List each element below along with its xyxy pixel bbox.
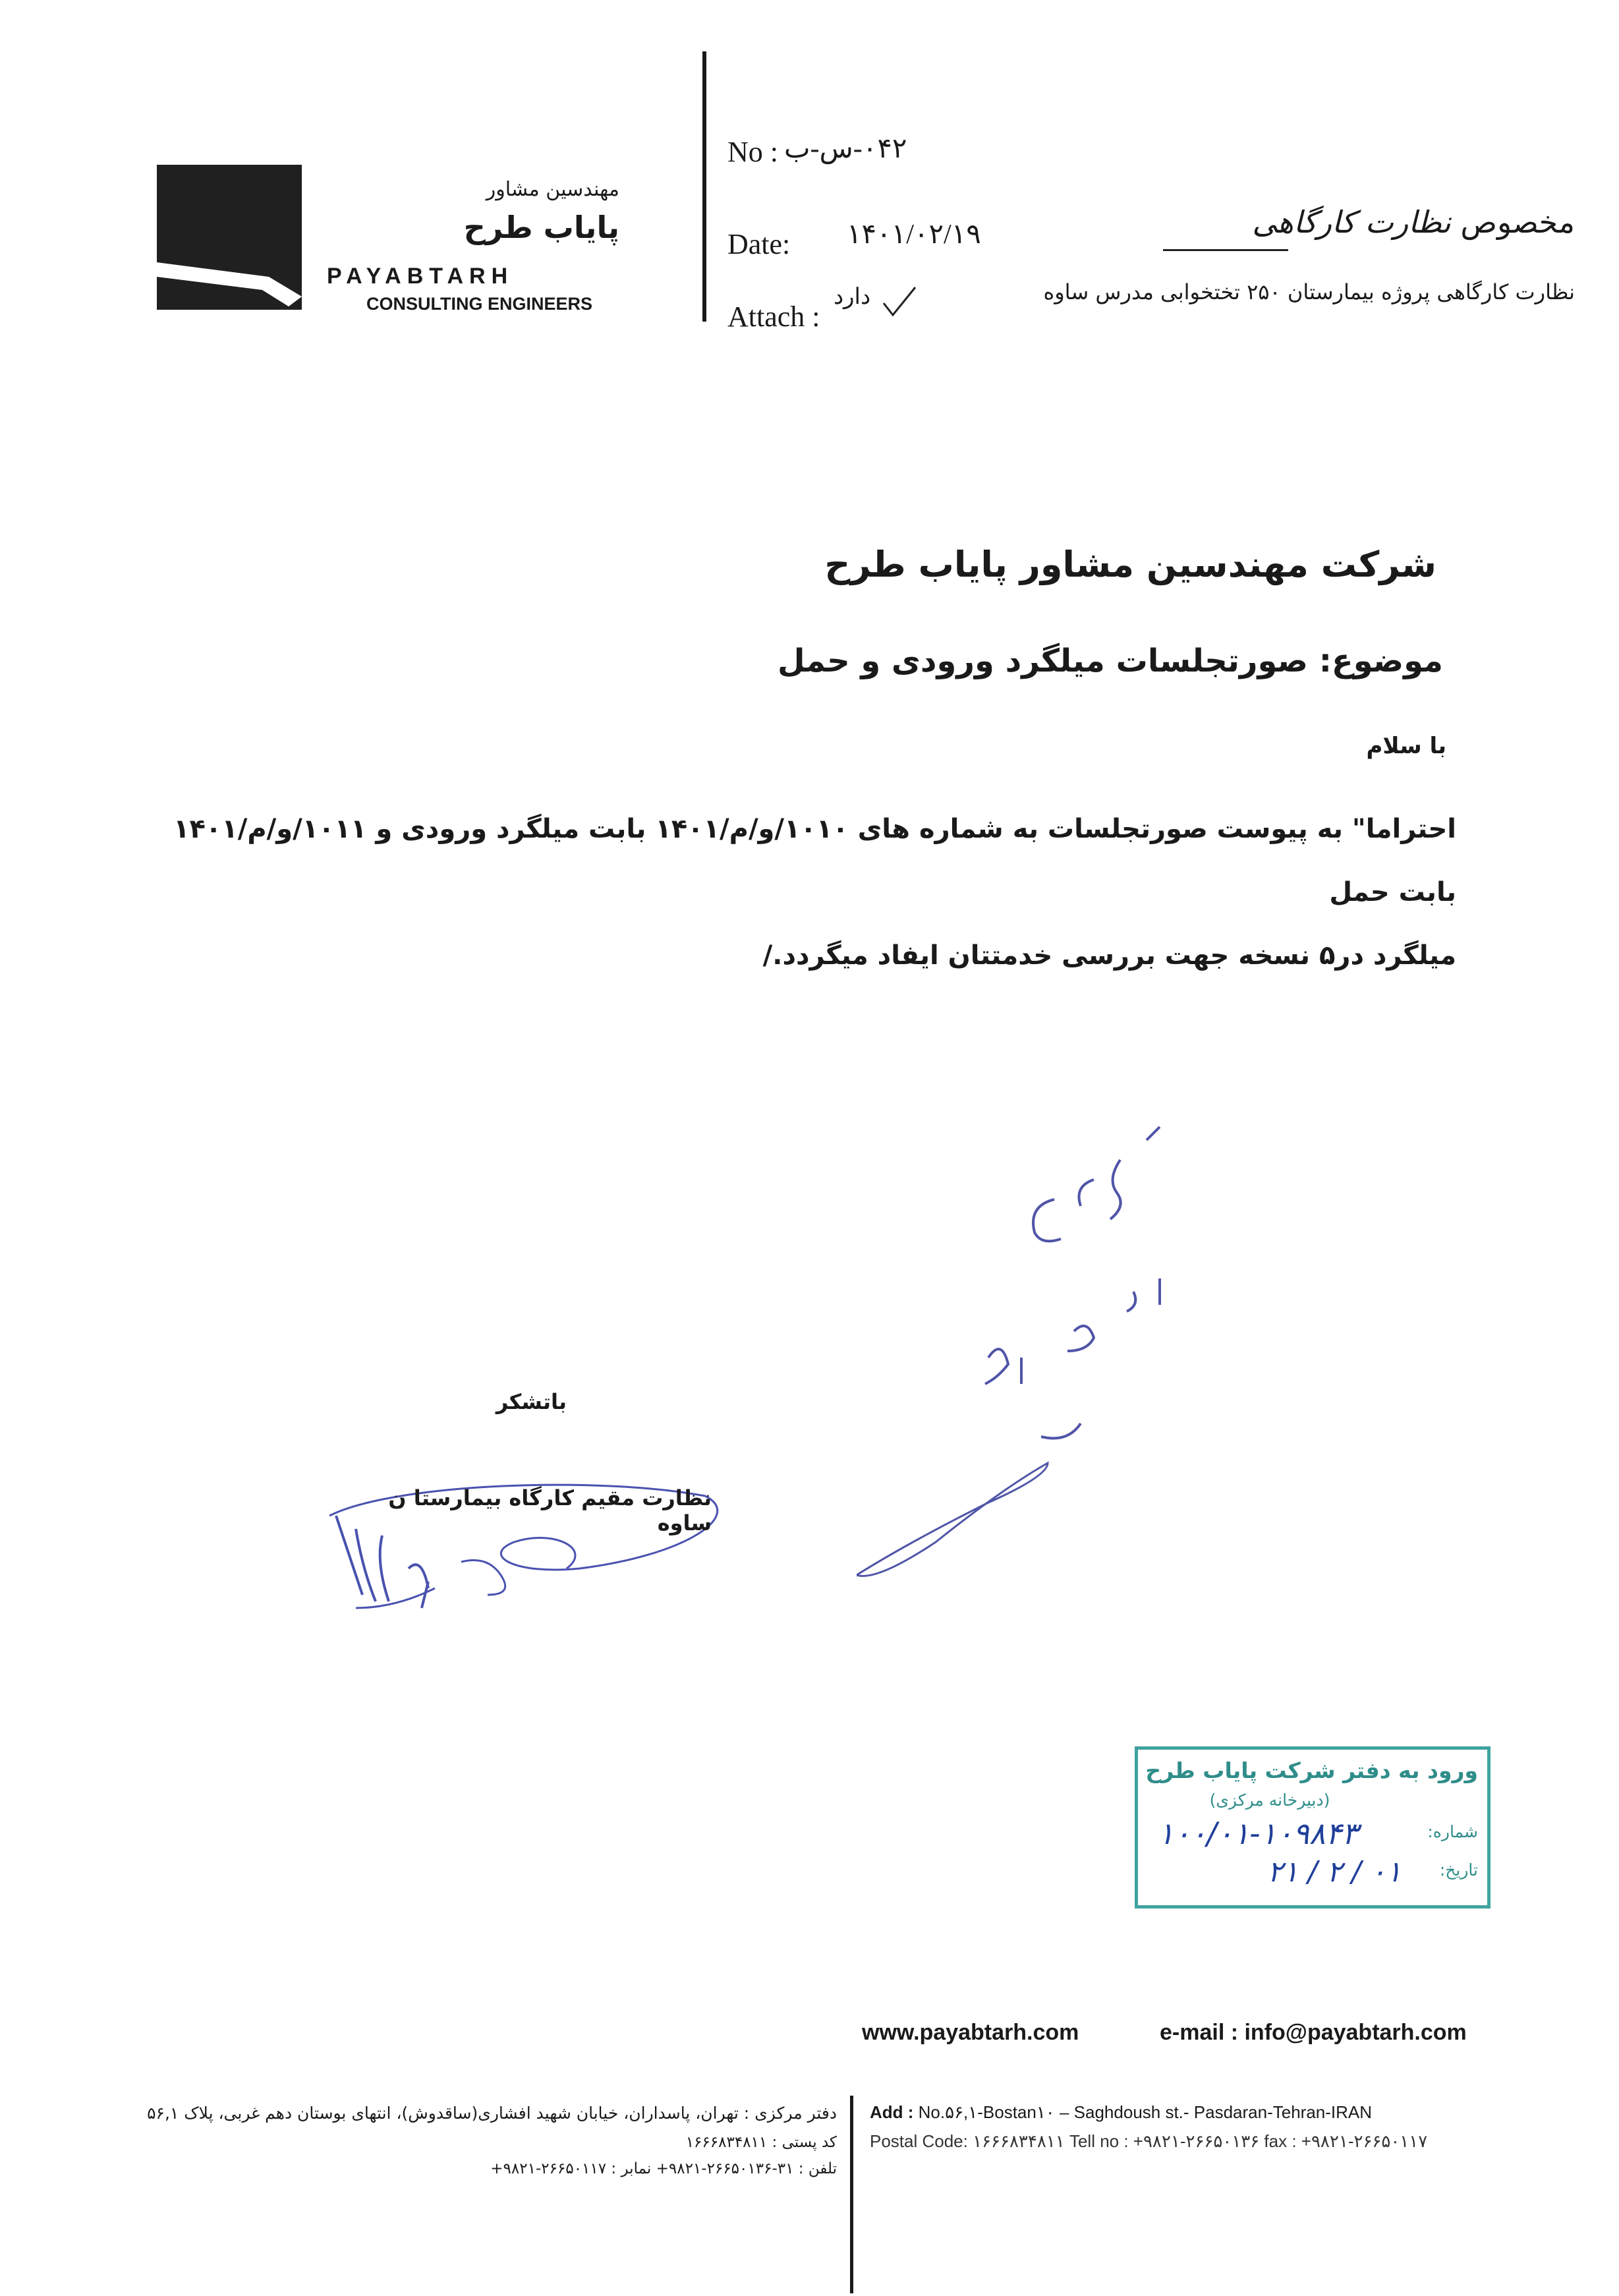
signatory-name: نظارت مقیم کارگاه بیمارستا ن ساوه	[388, 1485, 712, 1535]
company-logo-mark	[157, 165, 302, 310]
phone-fa: تلفن : ۳۱-۲۶۶۵۰۱۳۶-۹۸۲۱+ نمابر : ۲۶۶۵۰۱۱۷-۹۸۲۱+	[490, 2160, 837, 2177]
stamp-subtitle: (دبیرخانه مرکزی)	[1209, 1791, 1330, 1810]
stamp-date-value: ۰۱ / ۲ / ۲۱	[1267, 1855, 1402, 1889]
address-en-value: No.۵۶,۱-Bostan۱۰ – Saghdoush st.- Pasdaran-Tehran-IRAN	[918, 2102, 1373, 2122]
received-stamp	[1135, 1746, 1491, 1909]
logo-fa-name: پایاب طرح	[463, 210, 619, 245]
attach-value: دارد	[834, 285, 871, 309]
address-fa: دفتر مرکزی : تهران، پاسداران، خیابان شهید افشاری(ساقدوش)، انتهای بوستان دهم غربی، پلاک ۵۶,۱	[147, 2104, 837, 2123]
handwritten-annotation	[857, 1120, 1199, 1584]
confidential-handwritten: نظارت کارگاهی	[1252, 204, 1451, 240]
address-en	[870, 2102, 1372, 2123]
footer-divider	[850, 2096, 853, 2293]
logo-en-sub: CONSULTING ENGINEERS	[366, 294, 593, 314]
attach-label: Attach :	[727, 301, 820, 333]
letter-paragraph	[165, 797, 1456, 987]
paragraph-line-1: احتراما" به پیوست صورتجلسات به شماره های ۱۰۱۰/و/م/۱۴۰۱ بابت میلگرد ورودی و ۱۰۱۱/و/م/۱۴۰۱ بابت حمل	[173, 814, 1456, 907]
letter-number-value: ۰۴۲-س-ب	[784, 134, 907, 164]
project-subtitle: نظارت کارگاهی پروژه بیمارستان ۲۵۰ تختخوابی مدرس ساوه	[1043, 279, 1575, 304]
confidential-underline	[1163, 249, 1288, 251]
greeting: با سلام	[1366, 733, 1446, 759]
letter-date-label: Date:	[727, 228, 791, 260]
confidential-title	[1054, 204, 1575, 240]
postal-code-fa: کد پستی : ۱۶۶۶۸۳۴۸۱۱	[685, 2134, 837, 2151]
letter-number-label: No :	[727, 136, 778, 168]
address-en-label: Add :	[870, 2102, 914, 2122]
closing-thanks: باتشکر	[496, 1389, 567, 1414]
paragraph-line-2: میلگرد در۵ نسخه جهت بررسی خدمتتان ایفاد میگردد./	[762, 940, 1456, 971]
email-link[interactable]: e-mail : info@payabtarh.com	[1160, 2020, 1467, 2045]
check-mark-icon	[880, 283, 919, 326]
stamp-title: ورود به دفتر شرکت پایاب طرح	[1145, 1758, 1478, 1783]
subject-line: موضوع: صورتجلسات میلگرد ورودی و حمل	[778, 643, 1443, 679]
header-divider	[702, 51, 706, 322]
logo-en-name: PAYABTARH	[327, 264, 514, 289]
stamp-date-label: تاریخ:	[1439, 1860, 1478, 1880]
logo-fa-small: مهندسین مشاور	[486, 178, 619, 201]
stamp-number-label: شماره:	[1427, 1822, 1478, 1841]
contact-en: Postal Code: ۱۶۶۶۸۳۴۸۱۱ Tell no : +۹۸۲۱-۲۶۶۵۰۱۳۶ fax : +۹۸۲۱-۲۶۶۵۰۱۱۷	[870, 2131, 1428, 2151]
company-heading: شرکت مهندسین مشاور پایاب طرح	[824, 544, 1436, 585]
confidential-prefix: مخصوص	[1460, 204, 1575, 240]
letter-date-value: ۱۴۰۱/۰۲/۱۹	[847, 219, 981, 250]
stamp-number-value: ۱۰۰/۰۱-۱۰۹۸۴۳	[1158, 1816, 1358, 1851]
website-link[interactable]: www.payabtarh.com	[862, 2020, 1079, 2045]
